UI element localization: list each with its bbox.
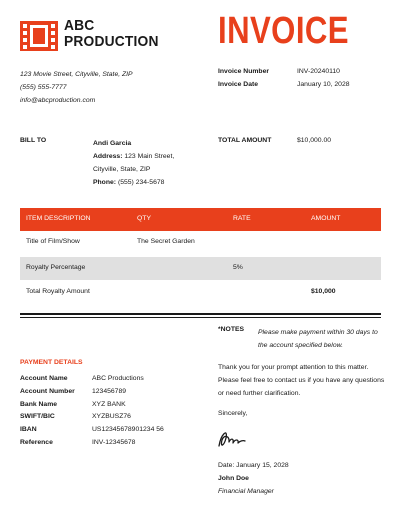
payment-label: Account Name	[20, 375, 68, 382]
company-email: info@abcproduction.com	[20, 97, 96, 104]
payment-label: Bank Name	[20, 401, 58, 408]
divider-thick	[20, 313, 381, 315]
company-contact	[20, 68, 133, 107]
total-amount-value: $10,000.00	[297, 137, 332, 144]
signature-date: Date: January 15, 2028	[218, 462, 289, 469]
row-description: Total Royalty Amount	[26, 288, 90, 295]
signer-name: John Doe	[218, 475, 249, 482]
header-amount: AMOUNT	[311, 215, 341, 222]
payment-value: ABC Productions	[92, 375, 144, 382]
invoice-title: INVOICE	[218, 10, 349, 52]
row-qty: The Secret Garden	[137, 238, 195, 245]
row-description: Title of Film/Show	[26, 238, 80, 245]
payment-label: Reference	[20, 439, 53, 446]
table-row	[20, 257, 381, 280]
payment-value: XYZBUSZ76	[92, 413, 131, 420]
payment-label: Account Number	[20, 388, 75, 395]
total-amount-label: TOTAL AMOUNT	[218, 137, 272, 144]
client-address-line1: 123 Main Street,	[124, 153, 175, 160]
payment-value: INV-12345678	[92, 439, 136, 446]
company-name	[64, 18, 159, 50]
company-name-line1: ABC	[64, 17, 95, 34]
table-row	[20, 231, 381, 254]
payment-label: IBAN	[20, 426, 37, 433]
table-row	[20, 281, 381, 304]
payment-value: XYZ BANK	[92, 401, 126, 408]
film-strip-icon	[20, 21, 58, 51]
company-phone: (555) 555-7777	[20, 84, 67, 91]
client-name: Andi Garcia	[93, 140, 132, 147]
row-description: Royalty Percentage	[26, 264, 86, 271]
header-rate: RATE	[233, 215, 251, 222]
bill-to-block	[93, 137, 174, 189]
client-address-label: Address:	[93, 153, 123, 160]
bill-to-label: BILL TO	[20, 137, 47, 144]
invoice-date-label: Invoice Date	[218, 81, 259, 88]
signer-role: Financial Manager	[218, 488, 274, 495]
company-address: 123 Movie Street, Cityville, State, ZIP	[20, 71, 133, 78]
payment-value: 123456789	[92, 388, 127, 395]
row-amount: $10,000	[311, 288, 336, 295]
notes-label: *NOTES	[218, 326, 245, 333]
notes-text: Please make payment within 30 days to the account specified below.	[258, 329, 378, 349]
sincerely-text: Sincerely,	[218, 410, 248, 417]
divider-thin	[20, 317, 381, 318]
header-qty: QTY	[137, 215, 151, 222]
client-phone-label: Phone:	[93, 179, 117, 186]
client-phone: (555) 234-5678	[117, 179, 165, 186]
company-name-line2: PRODUCTION	[64, 33, 159, 50]
payment-value: US12345678901234 56	[92, 426, 164, 433]
payment-label: SWIFT/BIC	[20, 413, 55, 420]
invoice-date: January 10, 2028	[297, 81, 350, 88]
invoice-number-label: Invoice Number	[218, 68, 269, 75]
invoice-number: INV-20240110	[297, 68, 340, 75]
thanks-message: Thank you for your prompt attention to this matter. Please feel free to contact us if you have any questions or need further clarification.	[218, 364, 385, 397]
header-item-description: ITEM DESCRIPTION	[26, 215, 91, 222]
items-table-header	[20, 208, 381, 231]
payment-details-title: PAYMENT DETAILS	[20, 359, 83, 366]
signature-icon	[216, 426, 248, 452]
client-address-line2: Cityville, State, ZIP	[93, 166, 151, 173]
row-rate: 5%	[233, 264, 243, 271]
